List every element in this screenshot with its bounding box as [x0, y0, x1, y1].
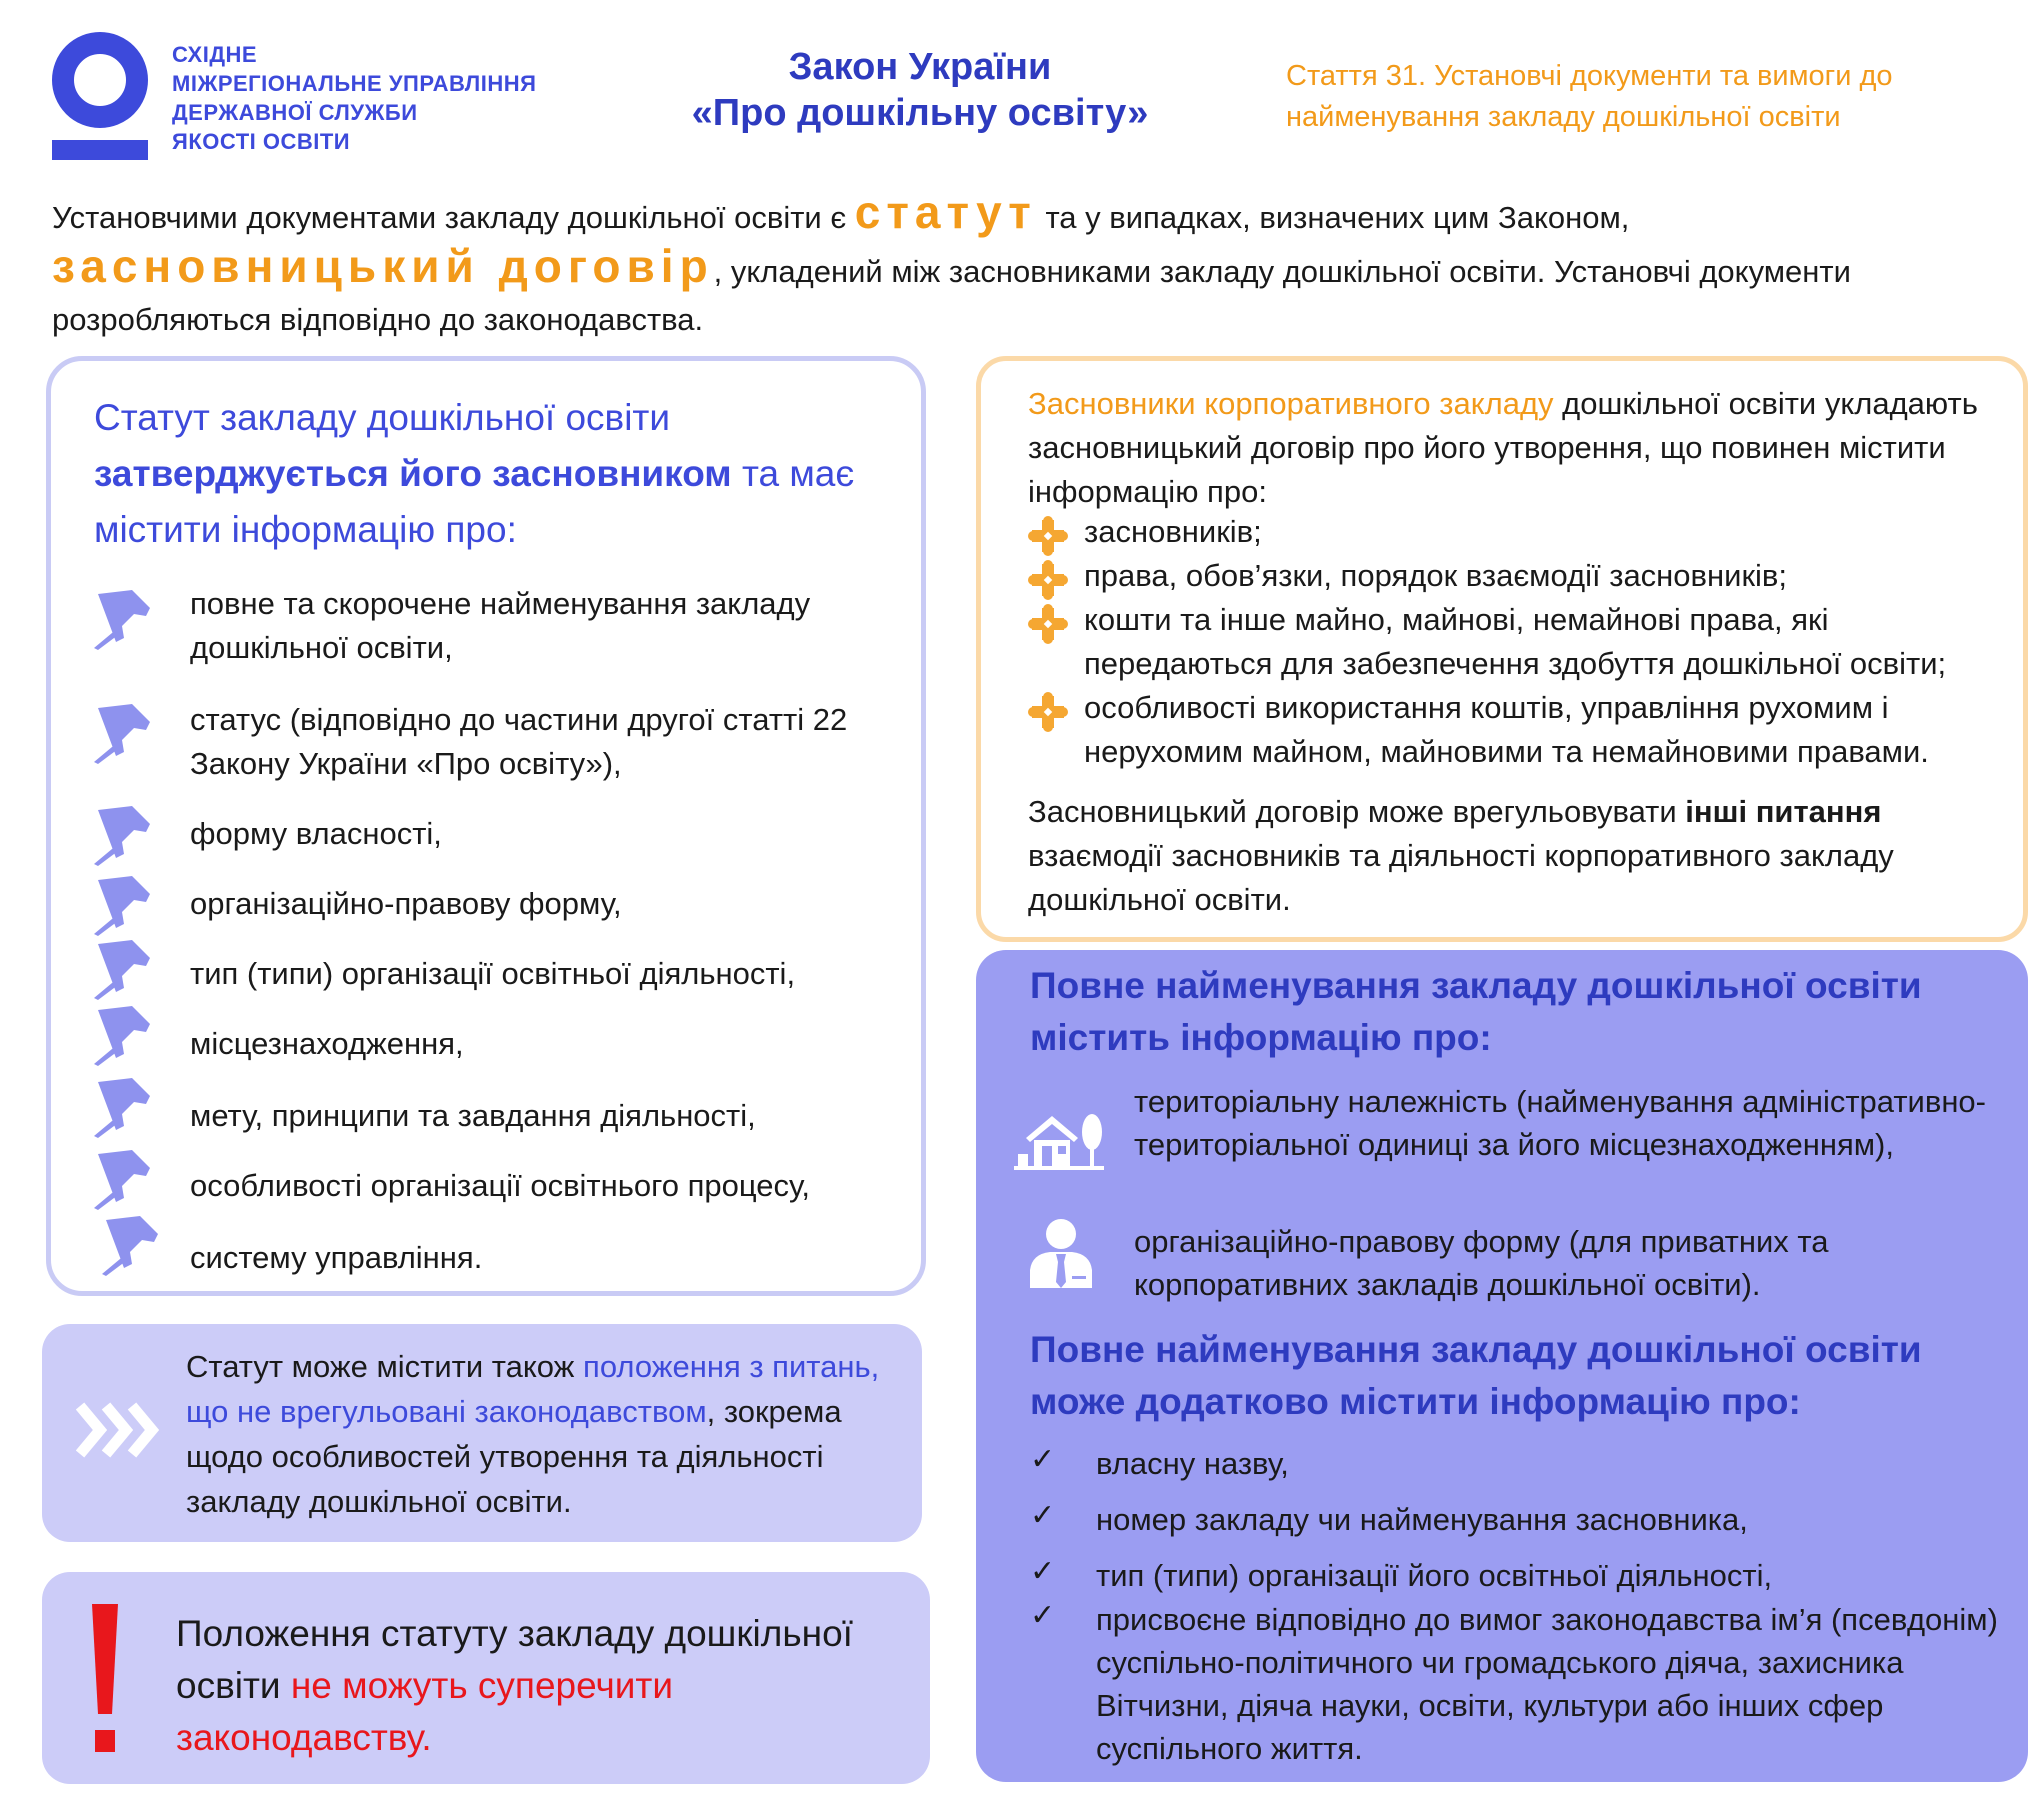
org-name-line: ДЕРЖАВНОЇ СЛУЖБИ — [172, 100, 418, 125]
intro-text: , укладений між засновниками закладу дошкільної освіти. Установчі документи розробляються відповідно до законодавства. — [52, 254, 1851, 337]
statute-item: повне та скорочене найменування закладу дошкільної освіти, — [190, 586, 811, 665]
pushpin-icon — [88, 1144, 160, 1210]
intro-paragraph — [52, 188, 2012, 344]
statute-heading-text: Статут закладу дошкільної освіти — [94, 397, 671, 438]
contract-keyword: засновницький договір — [52, 240, 714, 292]
warning-text — [176, 1608, 916, 1764]
statute-item: особливості організації освітнього процесу, — [190, 1168, 811, 1203]
extra-text-part: Статут може містити також — [186, 1349, 584, 1384]
founders-lead — [1028, 382, 2018, 514]
pushpin-icon — [88, 584, 160, 650]
pushpin-icon — [88, 698, 160, 764]
founders-extra — [1028, 790, 2018, 922]
optional-item: власну назву, — [1096, 1446, 1289, 1481]
org-name-line: МІЖРЕГІОНАЛЬНЕ УПРАВЛІННЯ — [172, 71, 537, 96]
optional-item: тип (типи) організації його освітньої діяльності, — [1096, 1558, 1773, 1593]
founders-extra-text: взаємодії засновників та діяльності корпоративного закладу дошкільної освіти. — [1028, 838, 1894, 917]
extra-provisions-text — [186, 1344, 906, 1524]
law-title — [600, 44, 1240, 136]
founders-extra-text: Засновницький договір може врегульовувати — [1028, 794, 1686, 829]
statute-heading — [94, 390, 904, 558]
checkmark-icon: ✓ — [1030, 1554, 1056, 1589]
founders-item: засновників; — [1084, 514, 1262, 549]
checkmark-icon: ✓ — [1030, 1498, 1056, 1533]
exclamation-icon — [90, 1604, 120, 1754]
article-title: Стаття 31. Установчі документи та вимоги до найменування закладу дошкільної освіти — [1286, 60, 1893, 133]
full-name-item: територіальну належність (найменування адміністративно-територіальної одиниці за його місцезнаходженням), — [1134, 1084, 1987, 1162]
intro-text: та у випадках, визначених цим Законом, — [1036, 200, 1630, 235]
pushpin-icon — [88, 1072, 160, 1138]
pushpin-icon — [88, 1000, 160, 1066]
law-title-line2: «Про дошкільну освіту» — [691, 92, 1149, 134]
statute-item: систему управління. — [190, 1240, 483, 1275]
statute-heading-strong: затверджується його засновником — [94, 453, 732, 494]
statute-item: статус (відповідно до частини другої статті 22 Закону України «Про освіту»), — [190, 702, 848, 781]
statute-item: форму власності, — [190, 816, 442, 851]
puzzle-icon — [1028, 560, 1068, 600]
pushpin-icon — [88, 870, 160, 936]
full-name-optional-heading: Повне найменування закладу дошкільної освіти може додатково містити інформацію про: — [1030, 1329, 1922, 1422]
puzzle-icon — [1028, 516, 1068, 556]
founders-item: права, обов’язки, порядок взаємодії засновників; — [1084, 558, 1787, 593]
founders-lead-highlight: Засновники корпоративного закладу — [1028, 386, 1554, 421]
logo-ring — [52, 32, 148, 128]
optional-item: присвоєне відповідно до вимог законодавства ім’я (псевдонім) суспільно-політичного чи громадського діяча, захисника Вітчизни, діяча науки, освіти, культури або інших сфер суспільного життя. — [1096, 1602, 1998, 1766]
statute-item: організаційно-правову форму, — [190, 886, 622, 921]
statut-keyword: статут — [854, 186, 1037, 238]
person-icon — [1026, 1218, 1096, 1290]
founders-item: кошти та інше майно, майнові, немайнові права, які передаються для забезпечення здобуття дошкільної освіти; — [1084, 602, 1947, 681]
intro-text: Установчими документами закладу дошкільної освіти є — [52, 200, 855, 235]
org-name-line: СХІДНЕ — [172, 42, 258, 67]
statute-item: мету, принципи та завдання діяльності, — [190, 1098, 756, 1133]
warning-text-part: Положення статуту закладу дошкільної освіти — [176, 1613, 853, 1706]
statute-item: тип (типи) організації освітньої діяльності, — [190, 956, 796, 991]
founders-extra-bold: інші питання — [1685, 794, 1882, 829]
statute-heading-text: та має містити інформацію про: — [94, 453, 855, 550]
checkmark-icon: ✓ — [1030, 1442, 1056, 1477]
pushpin-icon — [88, 800, 160, 866]
logo-bar — [52, 140, 148, 160]
statute-item: місцезнаходження, — [190, 1026, 464, 1061]
pushpin-icon — [88, 934, 160, 1000]
chevrons-right-icon — [76, 1400, 160, 1460]
org-name — [172, 40, 536, 156]
founders-lead-text: дошкільної освіти укладають засновницький договір про його утворення, що повинен містити інформацію про: — [1028, 386, 1978, 509]
checkmark-icon: ✓ — [1030, 1598, 1056, 1633]
law-title-line1: Закон України — [788, 46, 1052, 88]
founders-item: особливості використання коштів, управління рухомим і нерухомим майном, майновими та немайновими правами. — [1084, 690, 1929, 769]
puzzle-icon — [1028, 604, 1068, 644]
extra-text-part: , зокрема щодо особливостей утворення та діяльності закладу дошкільної освіти. — [186, 1394, 842, 1519]
full-name-heading: Повне найменування закладу дошкільної освіти містить інформацію про: — [1030, 965, 1922, 1058]
pushpin-icon — [96, 1210, 168, 1276]
logo — [52, 32, 148, 160]
warning-highlight: не можуть суперечити законодавству. — [176, 1665, 674, 1758]
extra-highlight: положення з питань, що не врегульовані законодавством — [186, 1349, 880, 1429]
puzzle-icon — [1028, 692, 1068, 732]
house-icon — [1012, 1102, 1112, 1172]
optional-item: номер закладу чи найменування засновника, — [1096, 1502, 1748, 1537]
org-name-line: ЯКОСТІ ОСВІТИ — [172, 129, 351, 154]
full-name-item: організаційно-правову форму (для приватних та корпоративних закладів дошкільної освіти). — [1134, 1224, 1829, 1302]
